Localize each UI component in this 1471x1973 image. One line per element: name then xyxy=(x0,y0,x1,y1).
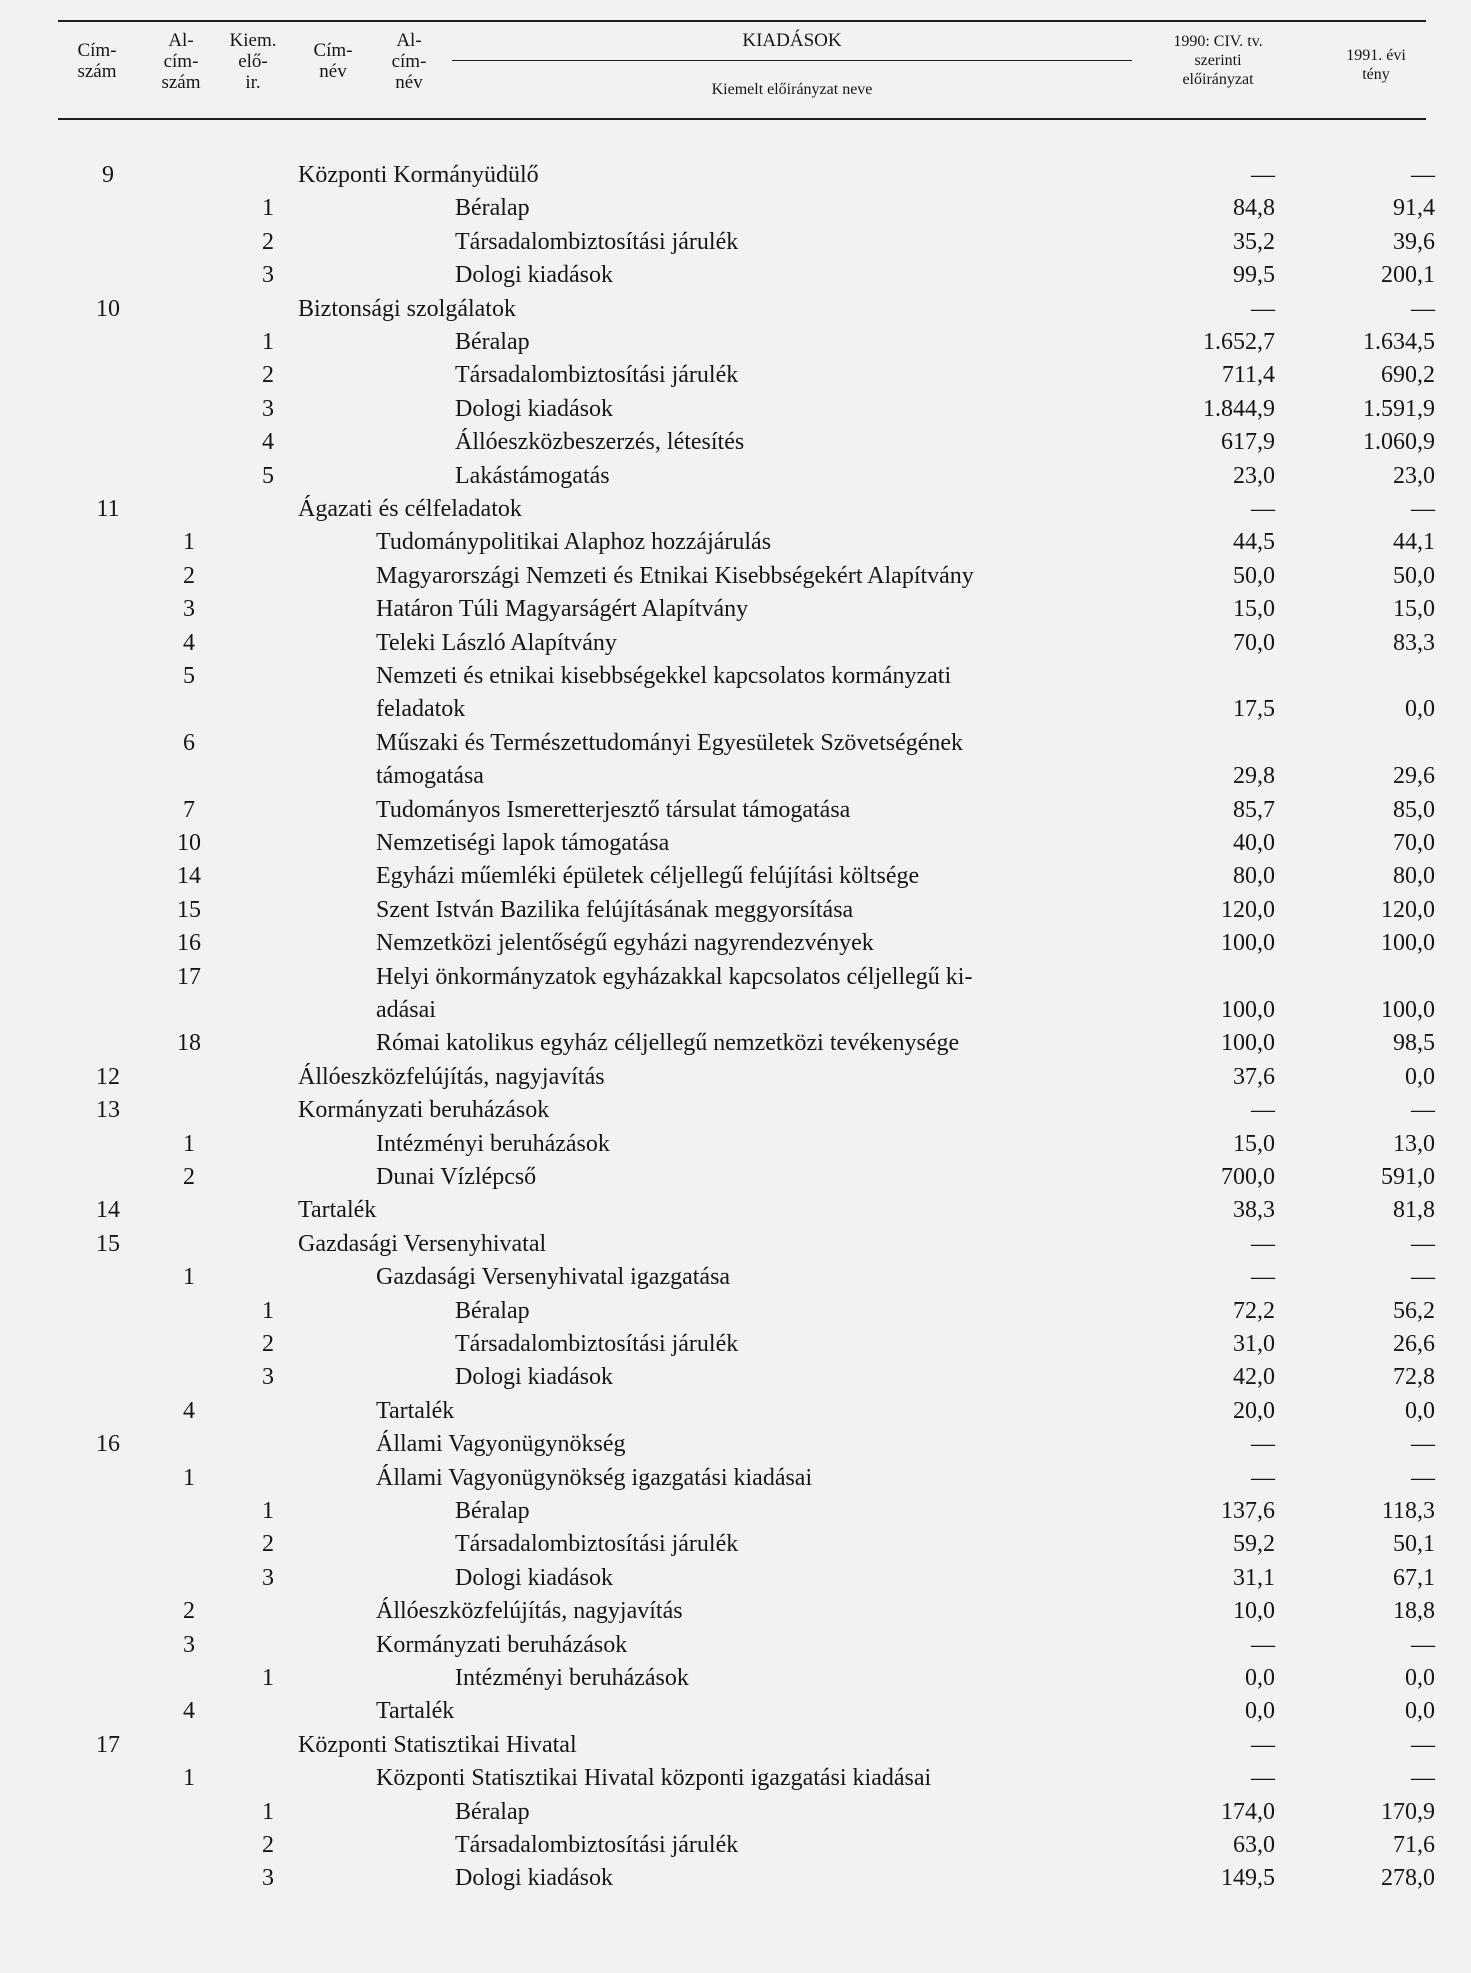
item-name-cell: Magyarországi Nemzeti és Etnikai Kisebbségekért Alapítvány xyxy=(376,562,974,589)
value-1991-cell: 83,3 xyxy=(1393,629,1435,656)
item-name-cell: Béralap xyxy=(455,1498,530,1524)
item-name-cell: Állóeszközbeszerzés, létesítés xyxy=(455,429,745,456)
value-1991-cell: — xyxy=(1411,1230,1435,1257)
item-name-cell: Dologi kiadások xyxy=(455,395,613,422)
value-1991-cell: 0,0 xyxy=(1405,1063,1435,1090)
value-1990-cell: — xyxy=(1251,1230,1275,1257)
cim-szam-cell: 9 xyxy=(102,162,114,188)
value-1990-cell: 38,3 xyxy=(1233,1197,1275,1224)
table-row xyxy=(0,1527,1471,1560)
value-1991-cell: 1.591,9 xyxy=(1363,395,1435,422)
alcim-szam-cell: 5 xyxy=(183,663,195,689)
value-1990-cell: 174,0 xyxy=(1221,1798,1275,1825)
value-1991-cell: 1.634,5 xyxy=(1363,329,1435,355)
item-name-cell: Béralap xyxy=(455,195,530,222)
item-name-cell: Dologi kiadások xyxy=(455,1865,613,1892)
value-1991-cell: — xyxy=(1411,1765,1435,1792)
header-kiem-eloir: Kiem. elő- ir. xyxy=(229,30,277,93)
table-row xyxy=(0,292,1471,325)
item-name-cell: Központi Statisztikai Hivatal xyxy=(298,1731,577,1758)
cim-szam-cell: 17 xyxy=(96,1731,120,1758)
value-1990-cell: 17,5 xyxy=(1233,696,1275,723)
item-name-cell: Kormányzati beruházások xyxy=(298,1097,550,1124)
table-row xyxy=(0,626,1471,659)
value-1991-cell: 50,1 xyxy=(1393,1531,1435,1558)
value-1991-cell: 120,0 xyxy=(1381,896,1435,923)
kiem-eloir-cell: 1 xyxy=(262,1297,274,1324)
item-name-cell: Egyházi műemléki épületek céljellegű felújítási költsége xyxy=(376,863,920,890)
table-row xyxy=(0,1461,1471,1494)
alcim-szam-cell: 10 xyxy=(177,830,201,856)
table-row xyxy=(0,1561,1471,1594)
kiem-eloir-cell: 1 xyxy=(262,1798,274,1825)
value-1991-cell: 72,8 xyxy=(1393,1364,1435,1391)
table-row xyxy=(0,1628,1471,1661)
alcim-szam-cell: 14 xyxy=(177,863,201,890)
kiem-eloir-cell: 5 xyxy=(262,462,274,489)
value-1990-cell: 100,0 xyxy=(1221,996,1275,1023)
value-1990-cell: 617,9 xyxy=(1221,429,1275,456)
kiem-eloir-cell: 3 xyxy=(262,1564,274,1591)
header-bottom-rule xyxy=(58,118,1426,120)
cim-szam-cell: 10 xyxy=(96,295,120,322)
value-1991-cell: 118,3 xyxy=(1381,1498,1435,1524)
value-1991-cell: 39,6 xyxy=(1393,228,1435,255)
item-name-cell: Tartalék xyxy=(376,1698,455,1725)
value-1991-cell: 200,1 xyxy=(1381,262,1435,289)
table-row xyxy=(0,1260,1471,1293)
value-1991-cell: 0,0 xyxy=(1405,1397,1435,1424)
item-name-cell: Biztonsági szolgálatok xyxy=(298,295,516,322)
item-name-cell: Tartalék xyxy=(298,1197,377,1224)
table-row xyxy=(0,793,1471,826)
value-1991-cell: 100,0 xyxy=(1381,930,1435,957)
value-1991-cell: — xyxy=(1411,1631,1435,1658)
table-row xyxy=(0,559,1471,592)
value-1991-cell: — xyxy=(1411,162,1435,188)
value-1990-cell: — xyxy=(1251,1097,1275,1124)
value-1991-cell: 0,0 xyxy=(1405,1665,1435,1691)
kiem-eloir-cell: 2 xyxy=(262,362,274,389)
table-row xyxy=(0,592,1471,625)
item-name-cell: Határon Túli Magyarságért Alapítvány xyxy=(376,596,749,623)
value-1991-cell: 591,0 xyxy=(1381,1164,1435,1190)
alcim-szam-cell: 18 xyxy=(177,1030,201,1057)
item-name-cell: feladatok xyxy=(376,696,466,723)
table-row xyxy=(0,893,1471,926)
item-name-cell: Dologi kiadások xyxy=(455,1364,613,1391)
value-1991-cell: 690,2 xyxy=(1381,362,1435,389)
table-row xyxy=(0,191,1471,224)
value-1990-cell: — xyxy=(1251,1765,1275,1792)
alcim-szam-cell: 1 xyxy=(183,1264,195,1291)
header-cim-nev: Cím- név xyxy=(313,40,353,82)
item-name-cell: Állami Vagyonügynökség igazgatási kiadásai xyxy=(376,1464,813,1491)
value-1990-cell: — xyxy=(1251,1464,1275,1491)
table-row xyxy=(0,425,1471,458)
value-1991-cell: 50,0 xyxy=(1393,562,1435,589)
table-row xyxy=(0,392,1471,425)
table-row xyxy=(0,1060,1471,1093)
value-1990-cell: 99,5 xyxy=(1233,262,1275,289)
value-1991-cell: 18,8 xyxy=(1393,1598,1435,1625)
item-name-cell: Társadalombiztosítási járulék xyxy=(455,1832,739,1858)
header-1991-teny: 1991. évi tény xyxy=(1346,47,1406,83)
value-1990-cell: 42,0 xyxy=(1233,1364,1275,1391)
kiem-eloir-cell: 2 xyxy=(262,1531,274,1558)
value-1991-cell: 23,0 xyxy=(1393,462,1435,489)
alcim-szam-cell: 4 xyxy=(183,1397,195,1424)
kiem-eloir-cell: 3 xyxy=(262,1364,274,1391)
item-name-cell: Kormányzati beruházások xyxy=(376,1631,628,1658)
alcim-szam-cell: 2 xyxy=(183,562,195,589)
item-name-cell: Dologi kiadások xyxy=(455,262,613,289)
kiem-eloir-cell: 3 xyxy=(262,395,274,422)
value-1991-cell: — xyxy=(1411,1731,1435,1758)
table-row xyxy=(0,1861,1471,1894)
item-name-cell: Társadalombiztosítási járulék xyxy=(455,1531,739,1558)
value-1991-cell: — xyxy=(1411,295,1435,322)
table-row xyxy=(0,358,1471,391)
alcim-szam-cell: 2 xyxy=(183,1598,195,1625)
table-row xyxy=(0,492,1471,525)
table-row xyxy=(0,726,1471,793)
value-1990-cell: 0,0 xyxy=(1245,1698,1275,1725)
item-name-cell: Tudományos Ismeretterjesztő társulat támogatása xyxy=(376,796,851,823)
value-1991-cell: 81,8 xyxy=(1393,1197,1435,1224)
item-name-cell: Társadalombiztosítási járulék xyxy=(455,228,739,255)
value-1990-cell: 70,0 xyxy=(1233,629,1275,656)
kiem-eloir-cell: 1 xyxy=(262,1665,274,1691)
cim-szam-cell: 15 xyxy=(96,1230,120,1257)
alcim-szam-cell: 3 xyxy=(183,1631,195,1658)
value-1990-cell: 85,7 xyxy=(1233,796,1275,823)
cim-szam-cell: 11 xyxy=(96,496,120,522)
value-1990-cell: 15,0 xyxy=(1233,1130,1275,1157)
table-row xyxy=(0,258,1471,291)
value-1991-cell: 70,0 xyxy=(1393,830,1435,856)
table-row xyxy=(0,1360,1471,1393)
item-name-cell: Állóeszközfelújítás, nagyjavítás xyxy=(298,1063,605,1090)
value-1990-cell: 35,2 xyxy=(1233,228,1275,255)
header-cim-szam: Cím- szám xyxy=(77,40,117,82)
value-1990-cell: 23,0 xyxy=(1233,462,1275,489)
kiem-eloir-cell: 1 xyxy=(262,329,274,355)
value-1991-cell: 80,0 xyxy=(1393,863,1435,890)
header-kiemelt-eloiranyzat-neve: Kiemelt előirányzat neve xyxy=(711,81,873,98)
item-name-cell: Tartalék xyxy=(376,1397,455,1424)
value-1990-cell: 1.844,9 xyxy=(1203,395,1275,422)
item-name-cell: Állóeszközfelújítás, nagyjavítás xyxy=(376,1598,683,1625)
kiem-eloir-cell: 3 xyxy=(262,262,274,289)
table-row xyxy=(0,158,1471,191)
alcim-szam-cell: 4 xyxy=(183,1698,195,1725)
value-1990-cell: 10,0 xyxy=(1233,1598,1275,1625)
value-1991-cell: 170,9 xyxy=(1381,1798,1435,1825)
header-alcim-nev: Al- cím- név xyxy=(391,30,427,93)
value-1990-cell: 137,6 xyxy=(1221,1498,1275,1524)
table-row xyxy=(0,459,1471,492)
value-1991-cell: 56,2 xyxy=(1393,1297,1435,1324)
header-divider xyxy=(452,60,1132,61)
value-1990-cell: 15,0 xyxy=(1233,596,1275,623)
value-1990-cell: 0,0 xyxy=(1245,1665,1275,1691)
table-row xyxy=(0,826,1471,859)
alcim-szam-cell: 17 xyxy=(177,963,201,990)
value-1990-cell: 120,0 xyxy=(1221,896,1275,923)
value-1990-cell: — xyxy=(1251,295,1275,322)
alcim-szam-cell: 1 xyxy=(183,529,195,556)
header-1990-eloiranyzat: 1990: CIV. tv. szerinti előirányzat xyxy=(1173,33,1263,88)
table-row xyxy=(0,1728,1471,1761)
value-1991-cell: 1.060,9 xyxy=(1363,429,1435,456)
value-1990-cell: 40,0 xyxy=(1233,830,1275,856)
item-name-cell: Béralap xyxy=(455,1798,530,1825)
value-1991-cell: — xyxy=(1411,496,1435,522)
item-name-cell: Gazdasági Versenyhivatal xyxy=(298,1230,547,1257)
cim-szam-cell: 12 xyxy=(96,1063,120,1090)
table-row xyxy=(0,1694,1471,1727)
table-row xyxy=(0,1093,1471,1126)
value-1990-cell: — xyxy=(1251,1731,1275,1758)
value-1990-cell: 31,0 xyxy=(1233,1331,1275,1357)
table-row xyxy=(0,1294,1471,1327)
value-1990-cell: 711,4 xyxy=(1221,362,1275,389)
item-name-cell: Béralap xyxy=(455,1297,530,1324)
value-1991-cell: 98,5 xyxy=(1393,1030,1435,1057)
kiem-eloir-cell: 1 xyxy=(262,1498,274,1524)
alcim-szam-cell: 15 xyxy=(177,896,201,923)
item-name-cell: Gazdasági Versenyhivatal igazgatása xyxy=(376,1264,731,1291)
value-1991-cell: 26,6 xyxy=(1393,1331,1435,1357)
table-row xyxy=(0,1494,1471,1527)
item-name-cell: Tudománypolitikai Alaphoz hozzájárulás xyxy=(376,529,772,556)
table-row xyxy=(0,1127,1471,1160)
value-1990-cell: — xyxy=(1251,1264,1275,1291)
table-row xyxy=(0,1427,1471,1460)
item-name-cell: Lakástámogatás xyxy=(455,462,610,489)
item-name-cell: Nemzeti és etnikai kisebbségekkel kapcsolatos kormányzati xyxy=(376,663,952,689)
item-name-cell: Központi Statisztikai Hivatal központi igazgatási kiadásai xyxy=(376,1765,932,1792)
value-1990-cell: 37,6 xyxy=(1233,1063,1275,1090)
value-1990-cell: 72,2 xyxy=(1233,1297,1275,1324)
value-1991-cell: — xyxy=(1411,1464,1435,1491)
value-1991-cell: 100,0 xyxy=(1381,996,1435,1023)
item-name-cell: Társadalombiztosítási járulék xyxy=(455,362,739,389)
value-1990-cell: 80,0 xyxy=(1233,863,1275,890)
item-name-cell: Béralap xyxy=(455,329,530,355)
table-row xyxy=(0,1026,1471,1059)
table-row xyxy=(0,960,1471,1027)
item-name-cell: Nemzetiségi lapok támogatása xyxy=(376,830,670,856)
cim-szam-cell: 14 xyxy=(96,1197,120,1224)
value-1991-cell: 278,0 xyxy=(1381,1865,1435,1892)
table-row xyxy=(0,225,1471,258)
value-1991-cell: — xyxy=(1411,1264,1435,1291)
item-name-cell: Dologi kiadások xyxy=(455,1564,613,1591)
alcim-szam-cell: 3 xyxy=(183,596,195,623)
cim-szam-cell: 13 xyxy=(96,1097,120,1124)
value-1991-cell: 67,1 xyxy=(1393,1564,1435,1591)
value-1990-cell: 29,8 xyxy=(1233,763,1275,790)
top-rule xyxy=(58,20,1426,22)
item-name-cell: Állami Vagyonügynökség xyxy=(376,1431,626,1458)
table-row xyxy=(0,859,1471,892)
value-1991-cell: 0,0 xyxy=(1405,1698,1435,1725)
table-row xyxy=(0,1227,1471,1260)
table-row xyxy=(0,1661,1471,1694)
value-1990-cell: — xyxy=(1251,496,1275,522)
value-1991-cell: 91,4 xyxy=(1393,195,1435,222)
value-1991-cell: 29,6 xyxy=(1393,763,1435,790)
table-row xyxy=(0,1193,1471,1226)
alcim-szam-cell: 2 xyxy=(183,1164,195,1190)
header-kiadasok: KIADÁSOK xyxy=(742,30,842,51)
table-row xyxy=(0,926,1471,959)
value-1990-cell: 84,8 xyxy=(1233,195,1275,222)
value-1990-cell: 100,0 xyxy=(1221,1030,1275,1057)
table-row xyxy=(0,325,1471,358)
item-name-cell: Társadalombiztosítási járulék xyxy=(455,1331,739,1357)
value-1990-cell: — xyxy=(1251,1431,1275,1458)
kiem-eloir-cell: 2 xyxy=(262,1331,274,1357)
kiem-eloir-cell: 2 xyxy=(262,228,274,255)
value-1991-cell: 44,1 xyxy=(1393,529,1435,556)
value-1990-cell: 149,5 xyxy=(1221,1865,1275,1892)
table-row xyxy=(0,1160,1471,1193)
value-1991-cell: — xyxy=(1411,1097,1435,1124)
value-1991-cell: 71,6 xyxy=(1393,1832,1435,1858)
cim-szam-cell: 16 xyxy=(96,1431,120,1458)
value-1990-cell: 50,0 xyxy=(1233,562,1275,589)
value-1990-cell: — xyxy=(1251,162,1275,188)
kiem-eloir-cell: 4 xyxy=(262,429,274,456)
item-name-cell: Intézményi beruházások xyxy=(455,1665,689,1691)
item-name-cell: Teleki László Alapítvány xyxy=(376,629,617,656)
item-name-cell: Helyi önkormányzatok egyházakkal kapcsolatos céljellegű ki- xyxy=(376,963,973,990)
table-row xyxy=(0,1761,1471,1794)
alcim-szam-cell: 1 xyxy=(183,1464,195,1491)
item-name-cell: Szent István Bazilika felújításának meggyorsítása xyxy=(376,896,854,923)
table-row xyxy=(0,1327,1471,1360)
table-row xyxy=(0,1394,1471,1427)
table-row xyxy=(0,1828,1471,1861)
value-1990-cell: 1.652,7 xyxy=(1203,329,1275,355)
item-name-cell: Dunai Vízlépcső xyxy=(376,1164,537,1190)
value-1991-cell: 85,0 xyxy=(1393,796,1435,823)
value-1990-cell: — xyxy=(1251,1631,1275,1658)
alcim-szam-cell: 6 xyxy=(183,729,195,756)
item-name-cell: Nemzetközi jelentőségű egyházi nagyrendezvények xyxy=(376,930,874,957)
value-1991-cell: 0,0 xyxy=(1405,696,1435,723)
kiem-eloir-cell: 3 xyxy=(262,1865,274,1892)
value-1990-cell: 700,0 xyxy=(1221,1164,1275,1190)
table-row xyxy=(0,1594,1471,1627)
header-alcim-szam: Al- cím- szám xyxy=(161,30,201,93)
kiem-eloir-cell: 2 xyxy=(262,1832,274,1858)
alcim-szam-cell: 1 xyxy=(183,1130,195,1157)
alcim-szam-cell: 7 xyxy=(183,796,195,823)
alcim-szam-cell: 4 xyxy=(183,629,195,656)
value-1990-cell: 31,1 xyxy=(1233,1564,1275,1591)
item-name-cell: adásai xyxy=(376,996,436,1023)
table-row xyxy=(0,1795,1471,1828)
table-row xyxy=(0,659,1471,726)
item-name-cell: Ágazati és célfeladatok xyxy=(298,496,522,522)
item-name-cell: támogatása xyxy=(376,763,484,790)
table-row xyxy=(0,525,1471,558)
value-1990-cell: 100,0 xyxy=(1221,930,1275,957)
item-name-cell: Intézményi beruházások xyxy=(376,1130,610,1157)
value-1990-cell: 44,5 xyxy=(1233,529,1275,556)
value-1990-cell: 63,0 xyxy=(1233,1832,1275,1858)
alcim-szam-cell: 16 xyxy=(177,930,201,957)
alcim-szam-cell: 1 xyxy=(183,1765,195,1792)
item-name-cell: Központi Kormányüdülő xyxy=(298,162,539,188)
value-1990-cell: 20,0 xyxy=(1233,1397,1275,1424)
value-1991-cell: 15,0 xyxy=(1393,596,1435,623)
value-1991-cell: — xyxy=(1411,1431,1435,1458)
value-1991-cell: 13,0 xyxy=(1393,1130,1435,1157)
kiem-eloir-cell: 1 xyxy=(262,195,274,222)
item-name-cell: Műszaki és Természettudományi Egyesületek Szövetségének xyxy=(376,729,964,756)
value-1990-cell: 59,2 xyxy=(1233,1531,1275,1558)
item-name-cell: Római katolikus egyház céljellegű nemzetközi tevékenysége xyxy=(376,1030,960,1057)
